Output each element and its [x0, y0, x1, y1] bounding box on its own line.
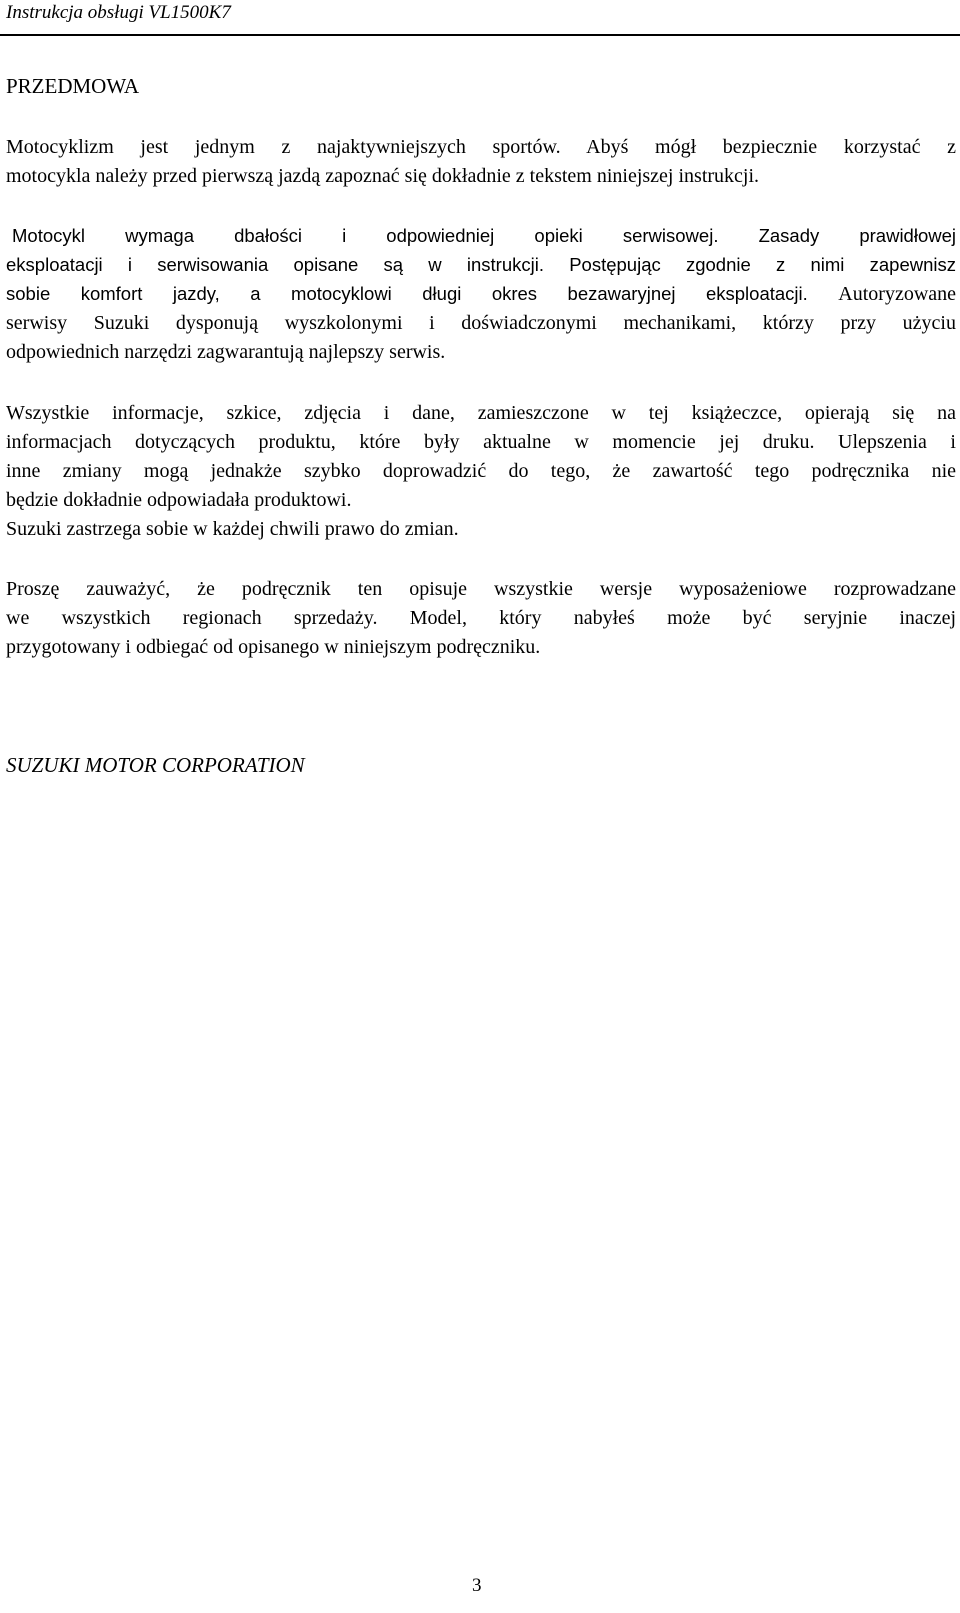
paragraph-line: serwisy Suzuki dysponują wyszkolonymi i doświadczonymi mechanikami, którzy przy użyciu — [6, 312, 956, 334]
paragraph-line-part: sobie komfort jazdy, a motocyklowi długi okres bezawaryjnej eksploatacji. — [6, 283, 808, 304]
paragraph-line: inne zmiany mogą jednakże szybko doprowadzić do tego, że zawartość tego podręcznika nie — [6, 460, 956, 482]
paragraph-line: Proszę zauważyć, że podręcznik ten opisuje wszystkie wersje wyposażeniowe rozprowadzane — [6, 578, 956, 600]
paragraph-line: przygotowany i odbiegać od opisanego w niniejszym podręczniku. — [6, 636, 541, 658]
paragraph-line: Motocykl wymaga dbałości i odpowiedniej opieki serwisowej. Zasady prawidłowej — [12, 225, 956, 246]
paragraph-line: eksploatacji i serwisowania opisane są w instrukcji. Postępując zgodnie z nimi zapewnisz — [6, 254, 956, 275]
paragraph-line: informacjach dotyczących produktu, które były aktualne w momencie jej druku. Ulepszenia i — [6, 431, 956, 453]
paragraph-versions — [6, 575, 956, 662]
paragraph-line: odpowiednich narzędzi zagwarantują najlepszy serwis. — [6, 341, 446, 363]
paragraph-line-part: Autoryzowane — [838, 283, 957, 305]
header-divider — [0, 34, 960, 36]
section-heading: PRZEDMOWA — [6, 74, 140, 98]
company-signature: SUZUKI MOTOR CORPORATION — [6, 753, 305, 777]
page-number: 3 — [472, 1575, 482, 1596]
paragraph-line: Wszystkie informacje, szkice, zdjęcia i dane, zamieszczone w tej książeczce, opierają się na — [6, 402, 956, 424]
paragraph-line: będzie dokładnie odpowiadała produktowi. — [6, 489, 352, 511]
paragraph-line — [6, 279, 956, 309]
paragraph-line: Suzuki zastrzega sobie w każdej chwili prawo do zmian. — [6, 518, 459, 540]
paragraph-line: motocykla należy przed pierwszą jazdą zapoznać się dokładnie z tekstem niniejszej instrukcji. — [6, 165, 760, 187]
paragraph-line: Motocyklizm jest jednym z najaktywniejszych sportów. Abyś mógł bezpiecznie korzystać z — [6, 136, 956, 158]
paragraph-information — [6, 399, 956, 544]
running-header: Instrukcja obsługi VL1500K7 — [6, 2, 231, 23]
paragraph-intro — [6, 133, 956, 191]
paragraph-service — [6, 221, 956, 367]
paragraph-line: we wszystkich regionach sprzedaży. Model, który nabyłeś może być seryjnie inaczej — [6, 607, 956, 629]
